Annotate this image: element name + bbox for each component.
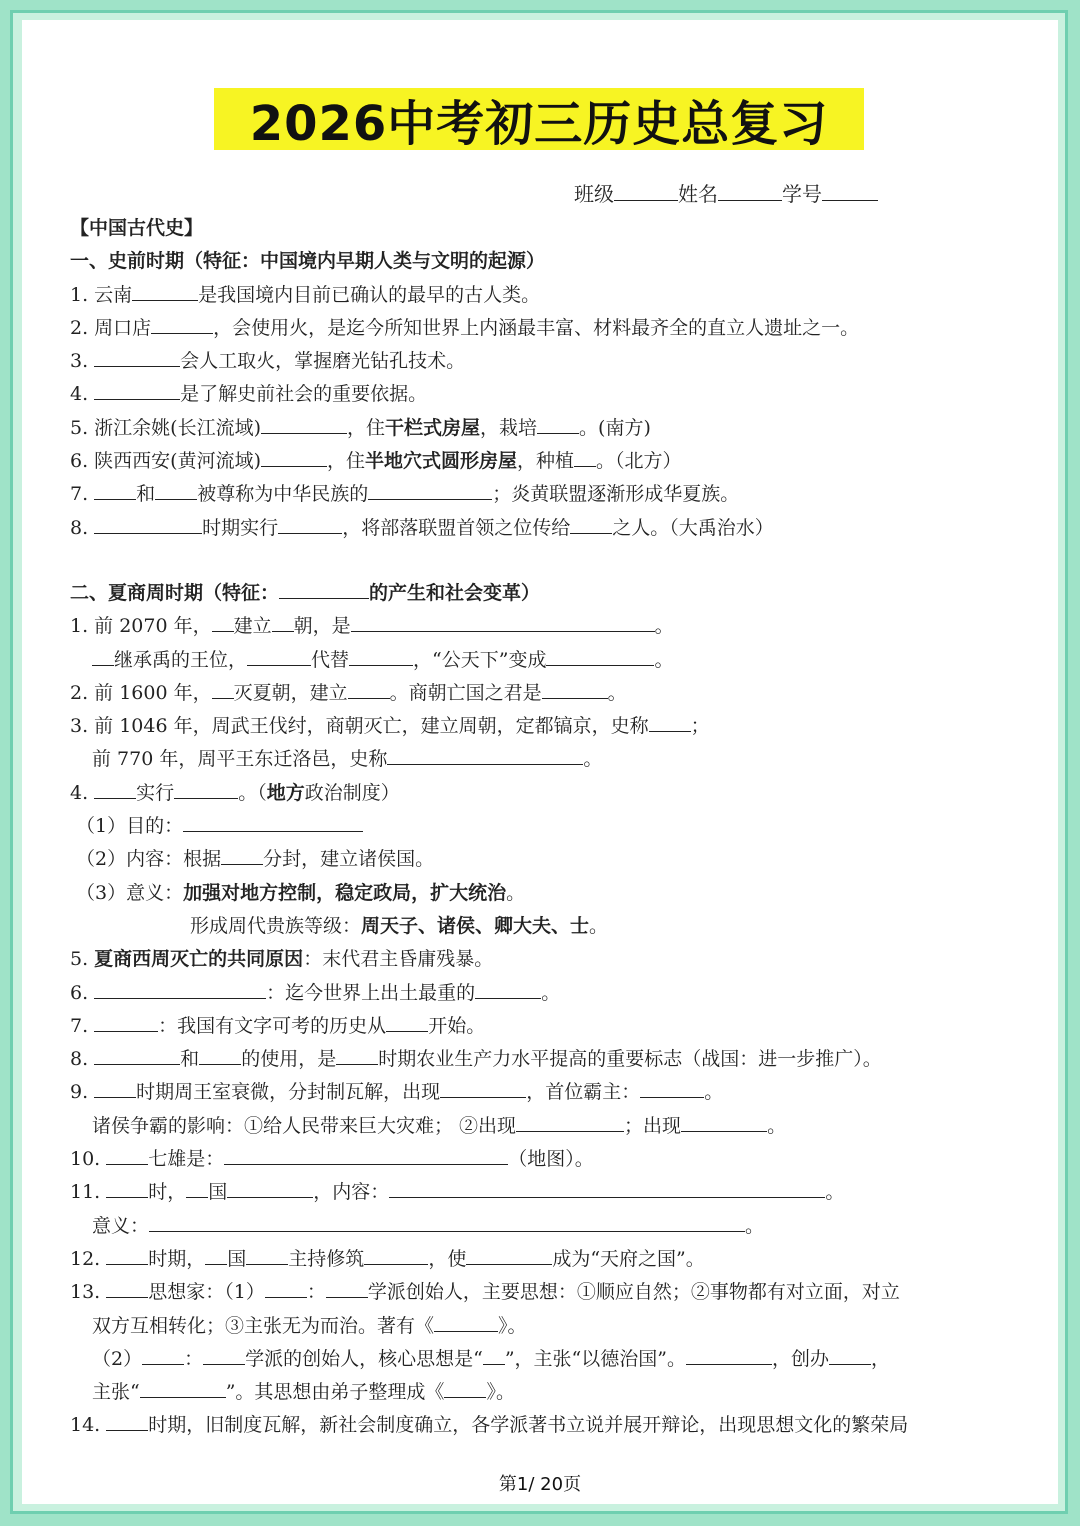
answer-blank (336, 1045, 378, 1065)
text-segment: 主持修筑 (288, 1247, 365, 1270)
s2-item-9 (70, 1076, 1020, 1109)
text-segment: 12. (70, 1247, 107, 1270)
answer-blank (132, 281, 198, 301)
answer-blank (94, 380, 180, 400)
answer-blank (106, 1278, 148, 1298)
text-segment: 的使用，是 (241, 1048, 337, 1071)
answer-blank (94, 1078, 136, 1098)
s1-item-3 (70, 345, 1020, 378)
text-segment: 诸侯争霸的影响：①给人民带来巨大灾难； ②出现 (92, 1114, 517, 1137)
text-segment: 学派创始人，主要思想：①顺应自然；②事物都有对立面，对立 (367, 1281, 900, 1304)
section-label: 【中国古代史】 (70, 217, 204, 239)
answer-blank (265, 1278, 307, 1298)
answer-blank (387, 745, 583, 765)
answer-blank (247, 646, 311, 666)
page-title: 2026中考初三历史总复习 (249, 95, 829, 152)
text-segment: 3. 前 1046 年，周武王伐纣，商朝灭亡，建立周朝，定都镐京，史称 (70, 715, 649, 738)
text-segment: 。(南方) (579, 416, 651, 439)
text-segment: 3. (70, 350, 95, 373)
text-segment: 》。 (498, 1314, 527, 1337)
text-segment: 时期农业生产力水平提高的重要标志（战国：进一步推广）。 (378, 1048, 882, 1071)
text-segment: 周天子、诸侯、卿大夫、士 (361, 914, 590, 937)
text-segment: 和 (136, 483, 156, 506)
text-segment: 学派的创始人，核心思想是“ (245, 1347, 483, 1370)
s1-item-8 (70, 512, 1020, 545)
text-segment: 第1/ 20页 (498, 1474, 582, 1495)
text-segment: 半地穴式圆形房屋 (365, 450, 518, 473)
answer-blank (368, 480, 492, 500)
text-segment: 时期周王室衰微，分封制瓦解，出现 (136, 1081, 441, 1104)
text-segment: ：末代君主昏庸残暴。 (303, 948, 494, 971)
student-info (574, 178, 878, 207)
text-segment: ； (690, 715, 710, 738)
answer-blank (272, 612, 294, 632)
text-segment: 时期实行 (202, 516, 279, 539)
text-segment: 1. 云南 (70, 283, 133, 306)
text-segment: 夏商西周灭亡的共同原因 (94, 948, 304, 971)
text-segment: 1. 前 2070 年， (70, 615, 212, 638)
text-segment: 7. (70, 483, 95, 506)
text-segment: 干栏式房屋 (385, 416, 481, 439)
answer-blank (106, 1178, 148, 1198)
text-segment: 建立 (233, 615, 272, 638)
text-segment: 二、夏商周时期（特征： (70, 581, 280, 604)
answer-blank (444, 1378, 486, 1398)
text-segment: （1）目的： (76, 815, 184, 838)
answer-blank (224, 1145, 508, 1165)
id-label: 学号 (782, 182, 822, 206)
s2-item-1 (70, 610, 1020, 643)
text-segment: 2. 周口店 (70, 316, 152, 339)
text-segment: 》。 (486, 1381, 515, 1404)
answer-blank (516, 1112, 624, 1132)
answer-blank (151, 314, 213, 334)
text-segment: 灭夏朝，建立 (233, 681, 348, 704)
answer-blank (466, 1245, 552, 1265)
s2-item-4-2 (70, 843, 1020, 876)
text-segment: 是了解史前社会的重要依据。 (180, 383, 428, 406)
answer-blank (546, 646, 654, 666)
answer-blank (212, 612, 234, 632)
text-segment: 。 (654, 648, 674, 671)
s1-item-7 (70, 478, 1020, 511)
text-segment: 代替 (311, 648, 350, 671)
answer-blank (686, 1345, 772, 1365)
text-segment: 7. (70, 1014, 95, 1037)
answer-blank (348, 679, 390, 699)
answer-blank (574, 447, 596, 467)
text-segment: 14. (70, 1414, 107, 1437)
text-segment: （2）内容：根据 (76, 848, 222, 871)
text-segment: ”。其思想由弟子整理成《 (225, 1381, 445, 1404)
answer-blank (364, 1245, 428, 1265)
text-segment: 。 (607, 681, 627, 704)
text-segment: ： (306, 1281, 326, 1304)
text-segment: 。 (506, 881, 526, 904)
text-segment: 时期，旧制度瓦解，新社会制度确立，各学派著书立说并展开辩论，出现思想文化的繁荣局 (148, 1414, 909, 1437)
text-segment: 2. 前 1600 年， (70, 681, 212, 704)
answer-blank (199, 1045, 241, 1065)
name-label: 姓名 (678, 182, 718, 206)
answer-blank (155, 480, 197, 500)
s2-item-9b (70, 1110, 1020, 1143)
answer-blank (483, 1345, 505, 1365)
text-segment: 政治制度） (304, 781, 400, 804)
text-segment: 时期， (148, 1247, 206, 1270)
text-segment: 。（北方） (596, 450, 682, 473)
answer-blank (94, 779, 136, 799)
answer-blank (92, 646, 114, 666)
answer-blank (326, 1278, 368, 1298)
text-segment: 主张“ (92, 1381, 140, 1404)
text-segment: ， (870, 1347, 890, 1370)
answer-blank (475, 979, 541, 999)
s2-item-8 (70, 1043, 1020, 1076)
answer-blank (537, 414, 579, 434)
s2-item-4-1 (70, 810, 1020, 843)
answer-blank (389, 1178, 825, 1198)
s1-item-4 (70, 378, 1020, 411)
answer-blank (246, 1245, 288, 1265)
text-segment: ，住 (347, 416, 386, 439)
text-segment: ，栽培 (480, 416, 538, 439)
answer-blank (349, 646, 413, 666)
text-segment: 前 770 年，周平王东迁洛邑，史称 (92, 748, 388, 771)
answer-blank (542, 679, 608, 699)
s2-item-13b (70, 1310, 1020, 1343)
text-segment: 13. (70, 1281, 107, 1304)
text-segment: 是我国境内目前已确认的最早的古人类。 (198, 283, 541, 306)
answer-blank (106, 1411, 148, 1431)
name-blank (718, 180, 782, 201)
text-segment: 继承禹的王位， (114, 648, 248, 671)
text-segment: ”，主张“以德治国”。 (504, 1347, 686, 1370)
s2-item-6 (70, 977, 1020, 1010)
text-segment: ：迄今世界上出土最重的 (266, 981, 476, 1004)
answer-blank (142, 1345, 184, 1365)
answer-blank (434, 1312, 498, 1332)
text-segment: ，将部落联盟首领之位传给 (342, 516, 571, 539)
answer-blank (386, 1012, 428, 1032)
s1-heading: 一、史前时期（特征：中国境内早期人类与文明的起源） (70, 250, 546, 273)
answer-blank (278, 514, 342, 534)
text-segment: 之人。（大禹治水） (612, 516, 774, 539)
text-segment: 。 (825, 1181, 845, 1204)
text-segment: 国 (208, 1181, 228, 1204)
text-segment: ，首位霸主： (526, 1081, 641, 1104)
answer-blank (183, 812, 363, 832)
text-segment: 。 (745, 1214, 765, 1237)
text-segment: 。 (654, 615, 674, 638)
answer-blank (149, 1212, 745, 1232)
answer-blank (279, 579, 369, 599)
class-blank (614, 180, 678, 201)
s1-item-5 (70, 412, 1020, 445)
text-segment: 成为“天府之国”。 (552, 1247, 705, 1270)
answer-blank (205, 1245, 227, 1265)
text-segment: ，种植 (517, 450, 575, 473)
text-segment: 。 (589, 914, 609, 937)
text-segment: 形成周代贵族等级： (190, 914, 362, 937)
class-label: 班级 (574, 182, 614, 206)
answer-blank (106, 1245, 148, 1265)
answer-blank (570, 514, 612, 534)
page-number (22, 1470, 1058, 1496)
text-segment: （地图）。 (508, 1148, 594, 1171)
text-segment: ，住 (327, 450, 366, 473)
s2-item-4 (70, 777, 1020, 810)
text-segment: 8. (70, 516, 95, 539)
s2-item-13c (70, 1343, 1020, 1376)
s1-item-6 (70, 445, 1020, 478)
answer-blank (261, 414, 347, 434)
s2-item-10 (70, 1143, 1020, 1176)
text-segment: 。 (767, 1114, 787, 1137)
answer-blank (94, 514, 202, 534)
s2-item-3 (70, 710, 1020, 743)
text-segment: 国 (227, 1247, 247, 1270)
text-segment: 实行 (136, 781, 175, 804)
text-segment: 开始。 (428, 1014, 486, 1037)
answer-blank (681, 1112, 767, 1132)
text-segment: 的产生和社会变革） (369, 581, 541, 604)
answer-blank (829, 1345, 871, 1365)
text-segment: 七雄是： (148, 1148, 225, 1171)
s2-heading (70, 577, 1020, 610)
text-segment: （2） (92, 1347, 143, 1370)
text-segment: （3）意义： (76, 881, 184, 904)
text-segment: 朝，是 (293, 615, 351, 638)
text-segment: 。商朝亡国之君是 (389, 681, 542, 704)
s2-item-2 (70, 677, 1020, 710)
text-segment: 5. 浙江余姚(长江流域) (70, 416, 261, 439)
answer-blank (221, 845, 263, 865)
text-segment: 地方 (266, 781, 305, 804)
text-segment: ；出现 (624, 1114, 682, 1137)
answer-blank (106, 1145, 148, 1165)
s1-item-1 (70, 279, 1020, 312)
text-segment: ，会使用火，是迄今所知世界上内涵最丰富、材料最齐全的直立人遗址之一。 (213, 316, 860, 339)
answer-blank (94, 979, 266, 999)
answer-blank (94, 1045, 180, 1065)
text-segment: 11. (70, 1181, 107, 1204)
text-segment: 。（ (238, 781, 267, 804)
text-segment: ；炎黄联盟逐渐形成华夏族。 (492, 483, 740, 506)
text-segment: 8. (70, 1048, 95, 1071)
s2-item-4-3 (70, 877, 1020, 910)
text-segment: 加强对地方控制，稳定政局，扩大统治 (183, 881, 507, 904)
s2-item-1b (70, 644, 1020, 677)
answer-blank (94, 480, 136, 500)
content (70, 212, 1020, 1443)
text-segment: ，使 (428, 1247, 467, 1270)
answer-blank (140, 1378, 226, 1398)
s2-item-4-4 (70, 910, 1020, 943)
text-segment: 4. (70, 383, 95, 406)
s2-item-3b (70, 743, 1020, 776)
s1-item-2 (70, 312, 1020, 345)
text-segment: 5. (70, 948, 95, 971)
text-segment: 6. 陕西西安(黄河流域) (70, 450, 261, 473)
text-segment: 意义： (92, 1214, 150, 1237)
answer-blank (186, 1178, 208, 1198)
s2-item-14 (70, 1409, 1020, 1442)
text-segment: 6. (70, 981, 95, 1004)
id-blank (822, 180, 878, 201)
answer-blank (227, 1178, 313, 1198)
s2-item-7 (70, 1010, 1020, 1043)
text-segment: 分封，建立诸侯国。 (263, 848, 435, 871)
answer-blank (649, 712, 691, 732)
text-segment: 思想家：（1） (148, 1281, 265, 1304)
title-banner (214, 88, 864, 150)
answer-blank (440, 1078, 526, 1098)
text-segment: 被尊称为中华民族的 (197, 483, 369, 506)
text-segment: 时， (148, 1181, 187, 1204)
answer-blank (261, 447, 327, 467)
text-segment: 9. (70, 1081, 95, 1104)
s2-item-13d (70, 1376, 1020, 1409)
text-segment: ，内容： (313, 1181, 390, 1204)
text-segment: 。 (704, 1081, 724, 1104)
text-segment: 。 (583, 748, 603, 771)
text-segment: 和 (180, 1048, 200, 1071)
text-segment: ，“公天下”变成 (413, 648, 547, 671)
answer-blank (203, 1345, 245, 1365)
answer-blank (212, 679, 234, 699)
text-segment: ：我国有文字可考的历史从 (158, 1014, 387, 1037)
text-segment: 4. (70, 781, 95, 804)
answer-blank (174, 779, 238, 799)
answer-blank (94, 347, 180, 367)
s2-item-11b (70, 1210, 1020, 1243)
worksheet-page (22, 20, 1058, 1504)
text-segment: 。 (541, 981, 561, 1004)
answer-blank (351, 612, 655, 632)
s2-item-13 (70, 1276, 1020, 1309)
s2-item-11 (70, 1176, 1020, 1209)
s2-item-12 (70, 1243, 1020, 1276)
text-segment: 会人工取火，掌握磨光钻孔技术。 (180, 350, 466, 373)
text-segment: 10. (70, 1148, 107, 1171)
s2-item-5 (70, 943, 1020, 976)
text-segment: ，创办 (771, 1347, 829, 1370)
text-segment: 双方互相转化；③主张无为而治。著有《 (92, 1314, 435, 1337)
text-segment: ： (184, 1347, 204, 1370)
answer-blank (94, 1012, 158, 1032)
answer-blank (640, 1078, 704, 1098)
